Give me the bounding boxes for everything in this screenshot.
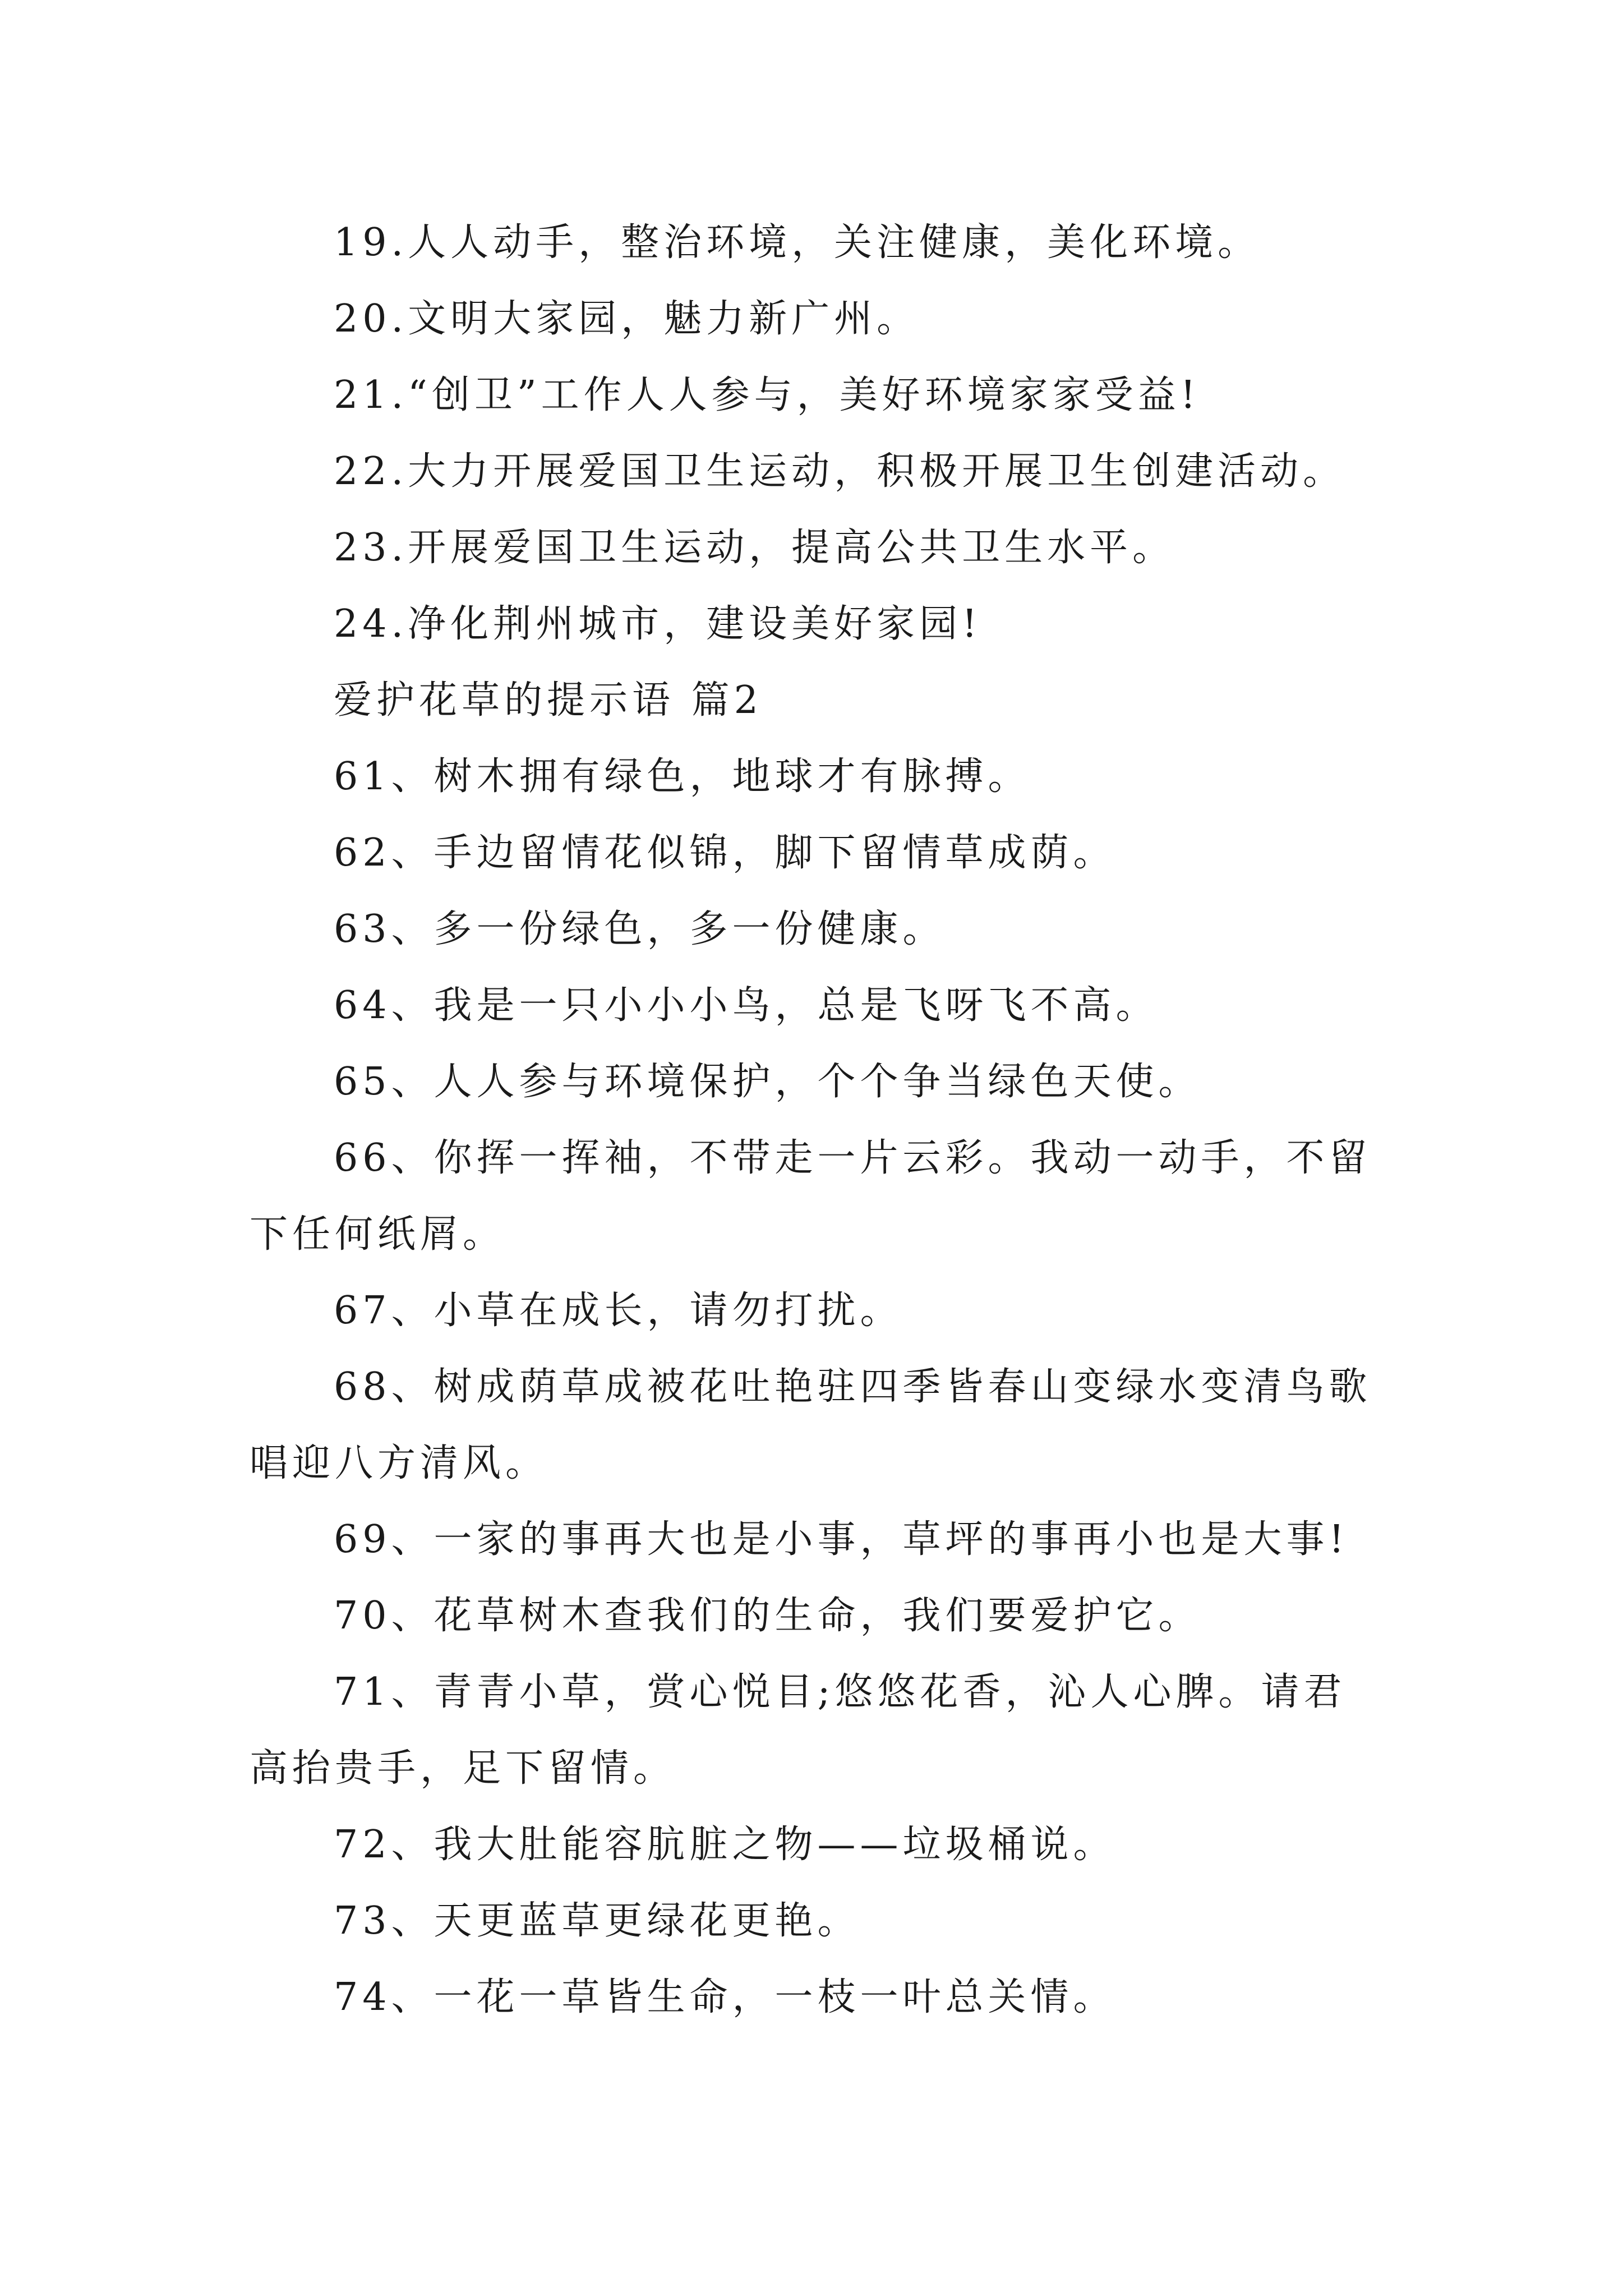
document-body	[250, 205, 1382, 2036]
slogan-line: 65、人人参与环境保护，个个争当绿色天使。	[334, 1060, 1201, 1104]
slogan-line: 66、你挥一挥袖，不带走一片云彩。我动一动手，不留下任何纸屑。	[250, 1136, 1372, 1257]
slogan-line: 19.人人动手，整治环境，关注健康，美化环境。	[334, 220, 1261, 265]
slogan-line: 61、树木拥有绿色，地球才有脉搏。	[334, 754, 1031, 799]
slogan-line: 72、我大肚能容肮脏之物——垃圾桶说。	[334, 1823, 1116, 1867]
slogan-line: 73、天更蓝草更绿花更艳。	[334, 1899, 860, 1943]
slogan-line: 22.大力开展爱国卫生运动，积极开展卫生创建活动。	[334, 449, 1346, 494]
slogan-line: 69、一家的事再大也是小事，草坪的事再小也是大事!	[334, 1517, 1349, 1562]
slogan-line: 23.开展爱国卫生运动，提高公共卫生水平。	[334, 526, 1175, 570]
slogan-line: 70、花草树木查我们的生命，我们要爱护它。	[334, 1594, 1201, 1638]
section-heading: 爱护花草的提示语 篇2	[334, 678, 763, 723]
slogan-line: 63、多一份绿色，多一份健康。	[334, 907, 946, 951]
slogan-line: 67、小草在成长，请勿打扰。	[334, 1289, 903, 1333]
slogan-line: 24.净化荆州城市，建设美好家园!	[334, 602, 982, 646]
slogan-line: 64、我是一只小小小鸟，总是飞呀飞不高。	[334, 983, 1159, 1028]
slogan-line: 21.“创卫”工作人人参与，美好环境家家受益!	[334, 373, 1200, 417]
slogan-line: 71、青青小草，赏心悦目;悠悠花香，沁人心脾。请君高抬贵手，足下留情。	[250, 1670, 1347, 1791]
slogan-line: 20.文明大家园，魅力新广州。	[334, 297, 920, 341]
slogan-line: 62、手边留情花似锦，脚下留情草成荫。	[334, 831, 1116, 875]
slogan-line: 68、树成荫草成被花吐艳驻四季皆春山变绿水变清鸟歌唱迎八方清风。	[250, 1365, 1372, 1485]
slogan-line: 74、一花一草皆生命，一枝一叶总关情。	[334, 1975, 1116, 2019]
